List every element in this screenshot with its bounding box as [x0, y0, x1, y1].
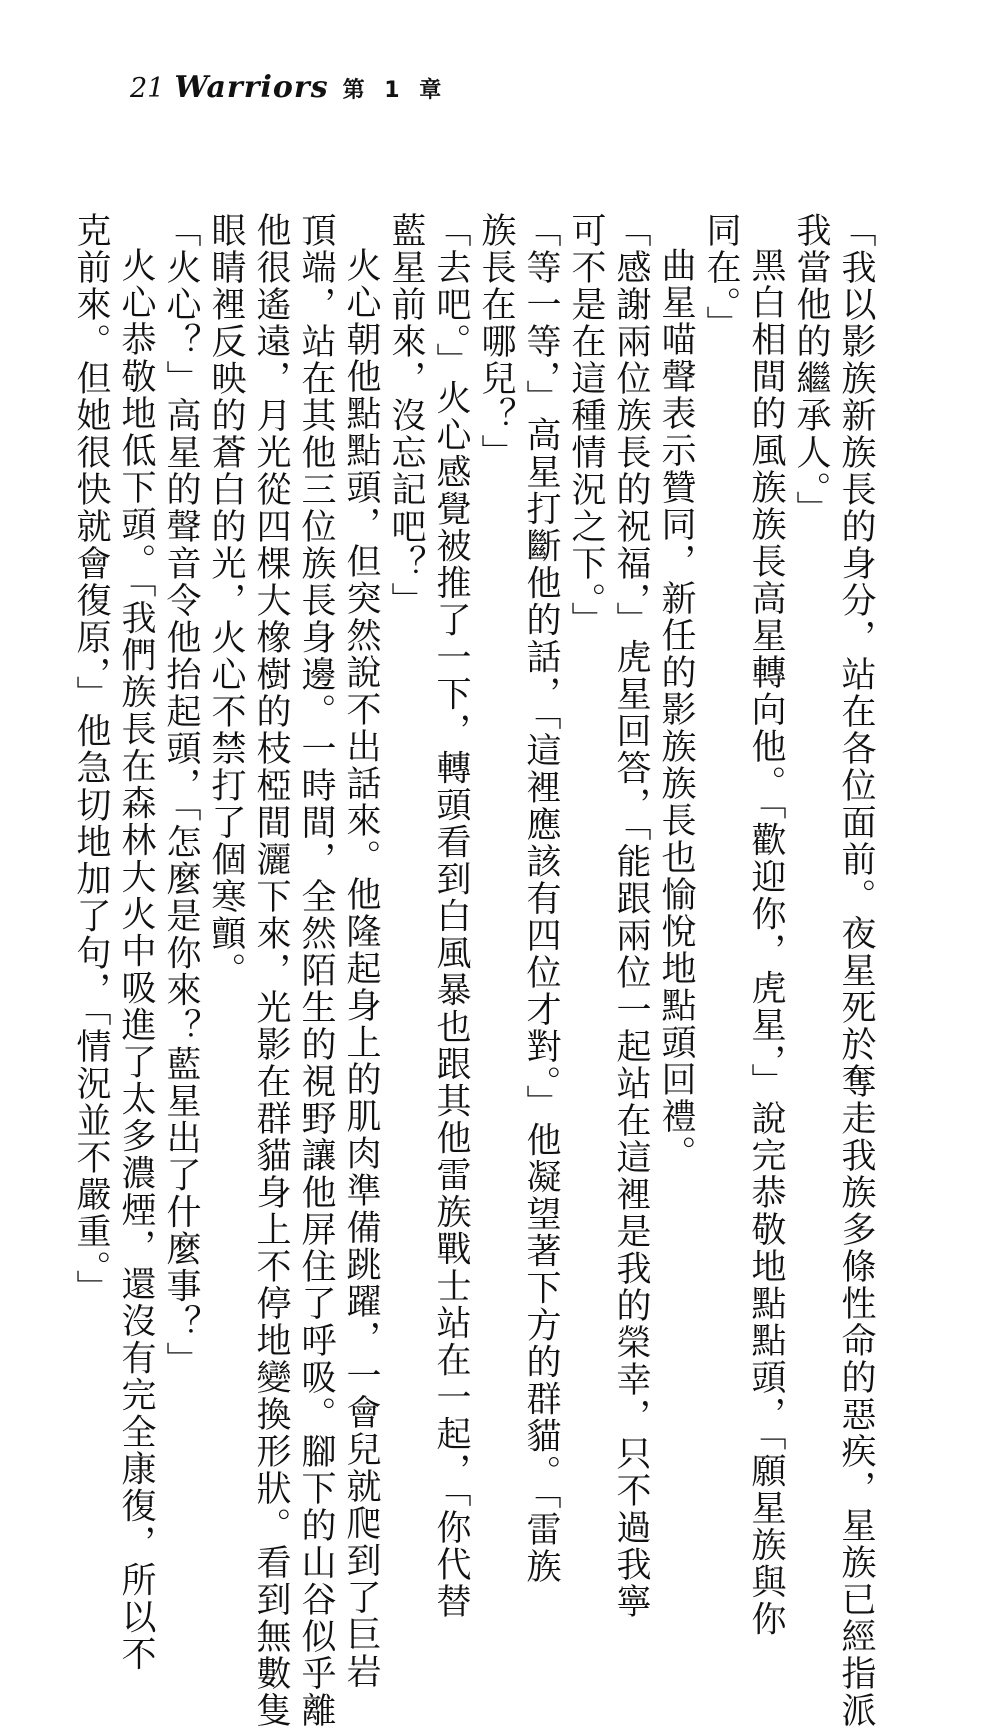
- page-number: 21: [130, 73, 165, 104]
- series-title: Warriors: [174, 70, 329, 105]
- page-header: [130, 70, 447, 120]
- paragraph-9: 火心恭敬地低下頭。「我們族長在森林大火中吸進了太多濃煙，還沒有完全康復，所以不 克前來。但她很快就會復原，」他急切地加了句，「情況並不嚴重。」: [71, 212, 156, 1673]
- paragraph-8: 「火心？」高星的聲音令他抬起頭，「怎麼是你來？藍星出了什麼事？」: [161, 212, 201, 1379]
- paragraph-1: 「我以影族新族長的身分，站在各位面前。夜星死於奪走我族多條性命的惡疾，星族已經指派 我當他的繼承人。」: [791, 212, 876, 1729]
- chapter-label: 第 1 章: [342, 78, 448, 103]
- paragraph-2: 黑白相間的風族族長高星轉向他。「歡迎你，虎星，」說完恭敬地點點頭，「願星族與你 同在。」: [701, 212, 786, 1638]
- paragraph-5: 「等一等，」高星打斷他的話，「這裡應該有四位才對。」他凝望著下方的群貓。「雷族 族長在哪兒？」: [476, 212, 561, 1585]
- paragraph-7: 火心朝他點點頭，但突然說不出話來。他隆起身上的肌肉準備跳躍，一會兒就爬到了巨岩 頂端，站在其他三位族長身邊。一時間，全然陌生的視野讓他屏住了呼吸。腳下的山谷似乎離 他很遙遠，月光從四棵大橡樹的枝椏間灑下來，光影在群貓身上不停地變換形狀。看到無數隻 眼睛裡反映的蒼白的光，火心不禁打了個寒顫。: [206, 212, 381, 1729]
- body-text: [68, 212, 878, 1729]
- paragraph-6: 「去吧。」火心感覺被推了一下，轉頭看到白風暴也跟其他雷族戰士站在一起，「你代替 藍星前來，沒忘記吧？」: [386, 212, 471, 1620]
- paragraph-4: 「感謝兩位族長的祝福，」虎星回答，「能跟兩位一起站在這裡是我的榮幸，只不過我寧 可不是在這種情況之下。」: [566, 212, 651, 1620]
- paragraph-3: 曲星喵聲表示贊同，新任的影族族長也愉悅地點頭回禮。: [656, 247, 696, 1172]
